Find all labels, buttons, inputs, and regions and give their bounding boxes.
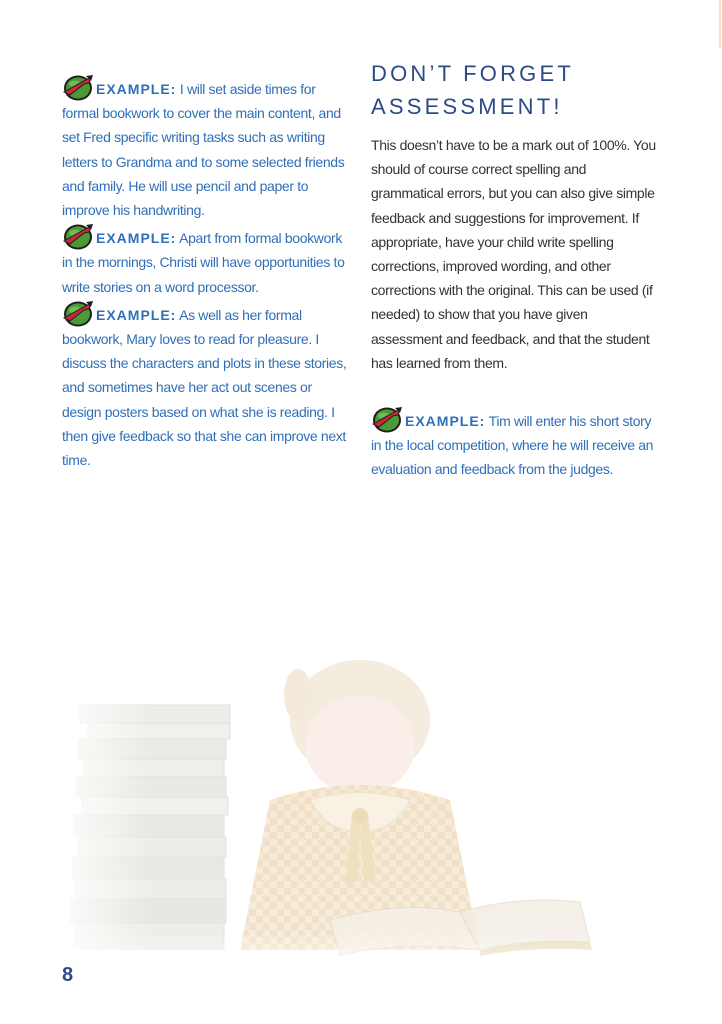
- target-arrow-icon: [62, 222, 94, 250]
- child-reading-illustration: [60, 650, 660, 980]
- example-label: EXAMPLE:: [96, 81, 177, 97]
- example-text: I will set aside times for formal bookwork to cover the main content, and set Fred specific writing tasks such as writing letters to Grandma and to some selected friends and family. He will use pencil and paper to improve his handwriting.: [62, 81, 345, 219]
- example-label: EXAMPLE:: [96, 230, 177, 247]
- assessment-paragraph: This doesn’t have to be a mark out of 100%. You should of course correct spelling and grammatical errors, but you can also give simple feedback and suggestions for improvement. If appropriate, have your child write spelling corrections, improved wording, and other corrections with the original. This can be used (if needed) to show that you have given assessment and feedback, and that the student has learned from them.: [371, 137, 656, 371]
- example-block-2: [62, 222, 348, 299]
- example-label: EXAMPLE:: [96, 306, 177, 323]
- right-column: [371, 57, 661, 482]
- example-block-3: [62, 299, 348, 472]
- target-arrow-icon: [62, 73, 94, 101]
- section-heading: [371, 57, 661, 123]
- target-arrow-icon: [62, 299, 94, 327]
- example-text: Tim will enter his short story in the local competition, where he will receive an evaluation and feedback from the judges.: [371, 413, 654, 478]
- example-text: As well as her formal bookwork, Mary loves to read for pleasure. I discuss the characters and plots in these stories, and sometimes have her act out scenes or design posters based on what she is reading. I then give feedback so that she can improve next time.: [62, 306, 347, 469]
- heading-line-1: DON’T FORGET: [371, 61, 574, 86]
- target-arrow-icon: [371, 405, 403, 433]
- left-column: [62, 73, 348, 472]
- page-edge-line: [719, 0, 721, 48]
- example-block-4: [371, 405, 661, 482]
- heading-line-2: ASSESSMENT!: [371, 94, 563, 119]
- page-number: 8: [62, 964, 74, 986]
- example-block-1: [62, 73, 348, 222]
- example-label: EXAMPLE:: [405, 413, 486, 430]
- example-text: Apart from formal bookwork in the mornings, Christi will have opportunities to write stories on a word processor.: [62, 230, 345, 295]
